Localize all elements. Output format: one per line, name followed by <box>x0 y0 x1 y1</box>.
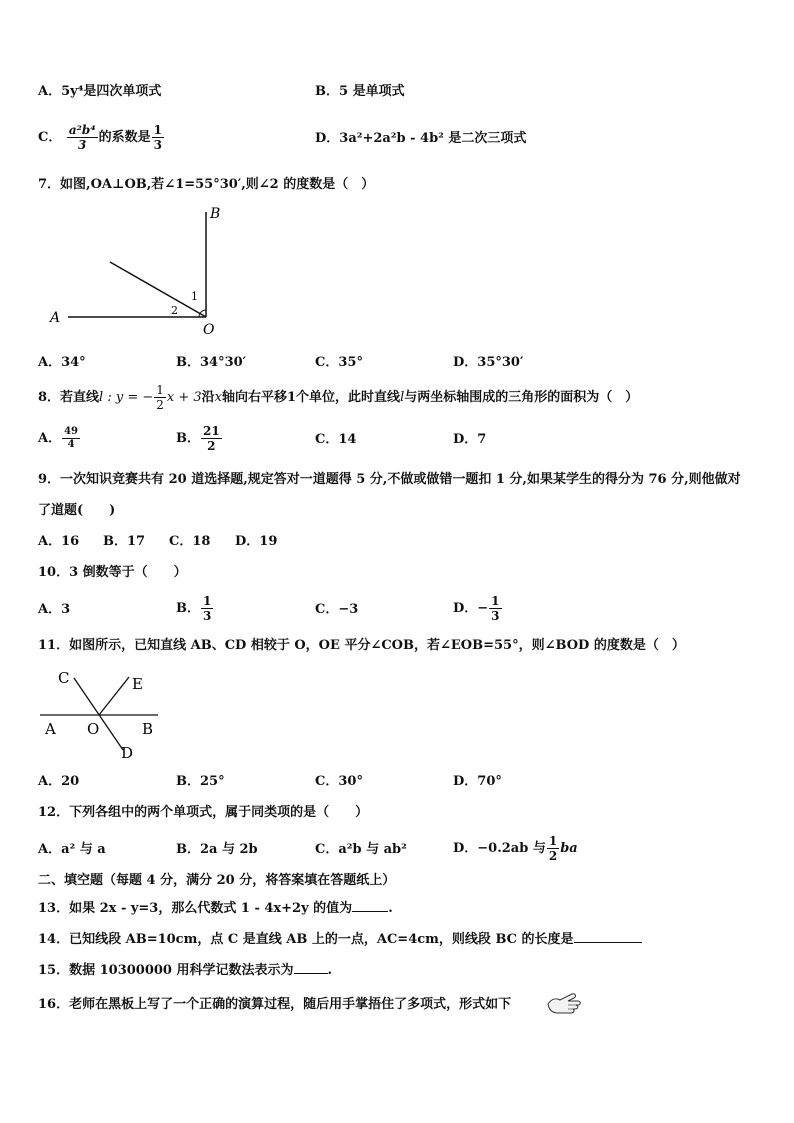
q6-c-fraction: $\frac{\text{a²b⁴}}{3}$ <box>68 123 96 152</box>
q11-option-a: A．20 <box>38 774 80 789</box>
q13: 13．如果 2x - y=3，那么代数式 1 - 4x+2y 的值为 . <box>38 901 393 916</box>
label-e: E <box>132 675 143 693</box>
label-angle-2: 2 <box>171 304 178 317</box>
q7-option-a: A．34° <box>38 355 86 370</box>
q7-option-c: C．35° <box>315 355 363 370</box>
q12-option-a: A．a² 与 a <box>38 842 106 857</box>
label-angle-1: 1 <box>191 290 198 303</box>
label-d: D <box>121 744 134 762</box>
q14-answer-blank[interactable] <box>574 930 642 943</box>
label-b: B <box>142 720 154 738</box>
q9-option-b: B．17 <box>103 534 146 549</box>
q9-stem-line2: 了道题( ) <box>38 503 116 518</box>
section-heading: 二、填空题（每题 4 分，满分 20 分，将答案填在答题纸上） <box>38 873 396 888</box>
q8-option-a: A． $\frac{49}{4}$ <box>38 426 79 450</box>
q10-option-c: C．−3 <box>315 602 359 617</box>
q6-c-value: $\frac{1}{3}$ <box>153 123 162 152</box>
q9-option-a: A．16 <box>38 534 80 549</box>
label-o: O <box>203 322 215 338</box>
hand-icon <box>546 990 582 1016</box>
q12-option-c: C．a²b 与 ab² <box>315 842 407 857</box>
q14: 14．已知线段 AB=10cm，点 C 是直线 AB 上的一点，AC=4cm，则线段 BC 的长度是 <box>38 930 642 949</box>
q7-figure <box>40 200 240 340</box>
q9-stem-line1: 9．一次知识竞赛共有 20 道选择题,规定答对一道题得 5 分,不做或做错一题扣 1 分,如果某学生的得分为 76 分,则他做对 <box>38 472 741 487</box>
q12-stem: 12．下列各组中的两个单项式，属于同类项的是（ ） <box>38 805 369 820</box>
q8-option-b: B． $\frac{21}{2}$ <box>176 424 220 453</box>
q11-option-c: C．30° <box>315 774 363 789</box>
label-a: A <box>50 310 61 326</box>
q7-option-d: D．35°30′ <box>453 355 524 370</box>
q9-option-d: D．19 <box>235 534 278 549</box>
q10-option-b: B． $\frac{1}{3}$ <box>176 594 212 623</box>
q7-option-b: B．34°30′ <box>176 355 247 370</box>
q8-stem: 8．若直线l : y = − $\frac{1}{2}$ x + 3沿x轴向右平移1个单位，此时直线l与两坐标轴围成的三角形的面积为（ ） <box>38 383 639 412</box>
q11-option-d: D．70° <box>453 774 502 789</box>
q15: 15．数据 10300000 用科学记数法表示为 . <box>38 963 333 978</box>
ray-oe <box>99 677 129 715</box>
q6-option-b: B．5 是单项式 <box>315 84 405 99</box>
line-cd <box>74 678 123 750</box>
q7-stem: 7．如图,OA⊥OB,若∠1=55°30′,则∠2 的度数是（ ） <box>38 177 375 192</box>
q6-option-a: A．5y⁴是四次单项式 <box>38 84 162 99</box>
q9-option-c: C．18 <box>169 534 211 549</box>
q12-option-d: D．−0.2ab 与 $\frac{1}{2}$ ba <box>453 834 578 863</box>
q16: 16．老师在黑板上写了一个正确的演算过程，随后用手掌捂住了多项式，形式如下 <box>38 997 512 1012</box>
q8-option-c: C．14 <box>315 432 357 447</box>
q13-answer-blank[interactable] <box>352 899 388 912</box>
label-c: C <box>58 669 70 687</box>
q10-stem: 10．3 倒数等于（ ） <box>38 565 187 580</box>
q10-option-a: A．3 <box>38 602 71 617</box>
label-a: A <box>45 720 56 738</box>
label-o: O <box>87 720 100 738</box>
q15-answer-blank[interactable] <box>294 961 328 974</box>
label-b: B <box>210 206 221 222</box>
q12-option-b: B．2a 与 2b <box>176 842 258 857</box>
q11-figure <box>38 664 168 762</box>
q10-option-d: D．− $\frac{1}{3}$ <box>453 594 500 623</box>
q11-stem: 11．如图所示，已知直线 AB、CD 相较于 O，OE 平分∠COB，若∠EOB=55°，则∠BOD 的度数是（ ） <box>38 638 685 653</box>
q11-option-b: B．25° <box>176 774 225 789</box>
q6-option-c: C． $\frac{\text{a²b⁴}}{3}$ 的系数是 $\frac{1}{3}$ <box>38 123 162 152</box>
q8-option-d: D．7 <box>453 432 487 447</box>
q6-option-d: D．3a²+2a²b - 4b² 是二次三项式 <box>315 131 527 146</box>
